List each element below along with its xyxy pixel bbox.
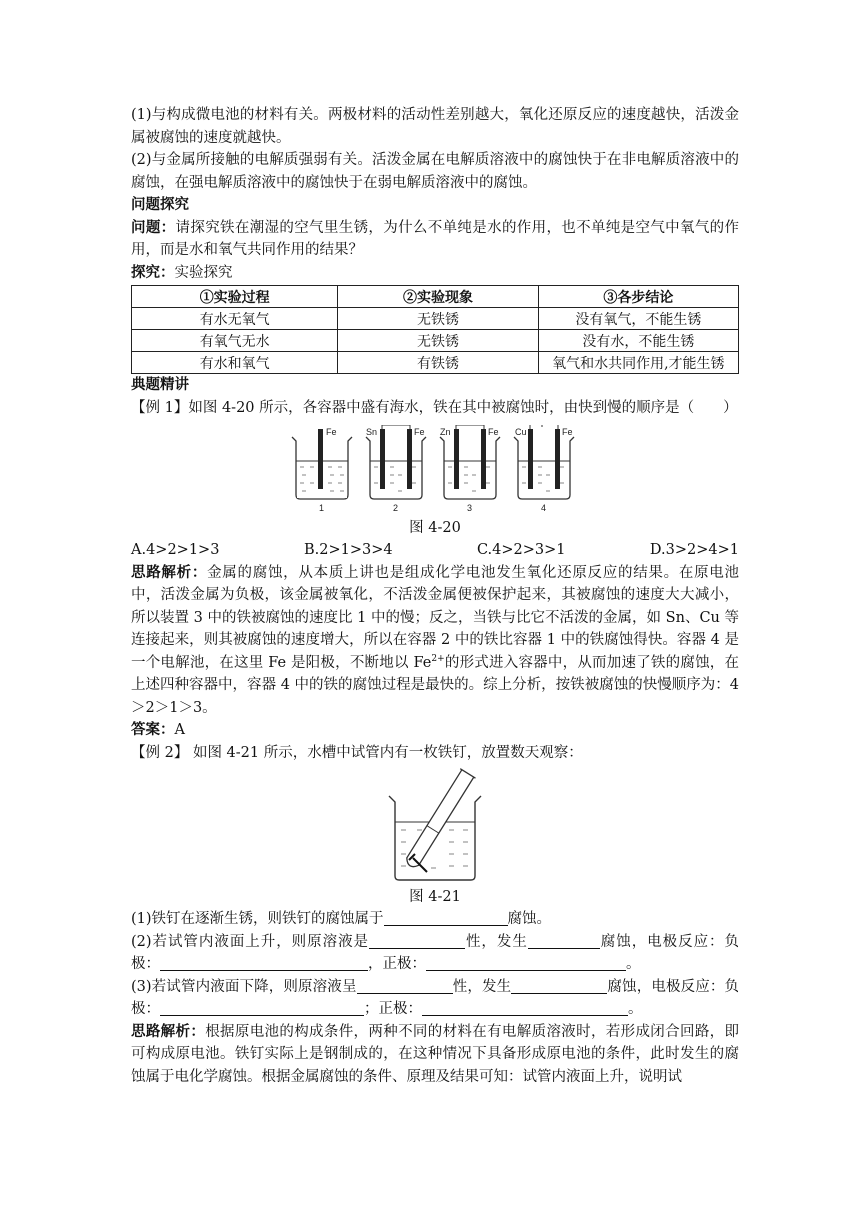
beaker-number-2: 2 (393, 503, 399, 513)
table-header-cell: ③各步结论 (538, 286, 738, 308)
paragraph-factor-1: (1)与构成微电池的材料有关。两极材料的活动性差别越大，氧化还原反应的速度越快，活泼金属被腐蚀的速度就越快。 (131, 107, 739, 146)
example-2-q2 (131, 931, 739, 976)
table-row (132, 308, 739, 330)
example-2-tag: 【例 2】 (131, 744, 189, 761)
analysis-label: 思路解析： (131, 1022, 206, 1040)
table-header-cell: ②实验现象 (338, 286, 538, 308)
answer-blank[interactable] (369, 932, 465, 949)
table-row (132, 352, 739, 374)
example-2-q3 (131, 976, 739, 1021)
figure-4-21-caption: 图 4-21 (409, 889, 461, 905)
option-d: D.3>2>4>1 (649, 542, 739, 558)
example-1-answer (131, 719, 739, 742)
option-a: A.4>2>1>3 (131, 542, 220, 558)
table-cell: 无铁锈 (338, 330, 538, 352)
answer-blank[interactable] (160, 954, 368, 971)
answer-value: A (174, 722, 185, 738)
table-header-cell: ①实验过程 (132, 286, 338, 308)
explore-paragraph (131, 262, 739, 285)
table-cell: 没有水，不能生锈 (538, 330, 738, 352)
q2-text-c: 腐蚀，电极反应：负极： (131, 933, 740, 972)
q3-text-d: ；正极： (364, 1001, 422, 1017)
q3-text-e: 。 (628, 1001, 643, 1017)
table-cell: 有氧气无水 (132, 330, 338, 352)
label-zn: Zn (440, 427, 451, 437)
table-cell: 有水无氧气 (132, 308, 338, 330)
answer-blank[interactable] (357, 977, 453, 994)
analysis-text: 根据原电池的构成条件，两种不同的材料在有电解质溶液时，若形成闭合回路，即可构成原电池。铁钉实际上是钢制成的，在这种情况下具备形成原电池的条件，此时发生的腐蚀属于电化学腐蚀。根据金属腐蚀的条件、原理及结果可知：试管内液面上升，说明试 (131, 1023, 739, 1085)
table-header-row (132, 286, 739, 308)
document-page (131, 104, 739, 1088)
option-b: B.2>1>3>4 (303, 542, 393, 558)
beaker-3 (440, 425, 500, 513)
label-fe-1: Fe (326, 427, 337, 437)
q2-text-a: (2)若试管内液面上升，则原溶液是 (131, 933, 369, 950)
q3-text-c: 腐蚀，电极反应：负极： (131, 978, 740, 1017)
example-2-q1 (131, 908, 739, 931)
table-cell: 有水和氧气 (132, 352, 338, 374)
option-c: C.4>2>3>1 (476, 542, 566, 558)
table-cell: 没有氧气，不能生锈 (538, 308, 738, 330)
beaker-number-4: 4 (541, 503, 547, 513)
example-2-analysis (131, 1021, 739, 1089)
figure-4-20-caption: 图 4-20 (409, 520, 461, 536)
beaker-number-1: 1 (319, 503, 325, 513)
table-cell: 无铁锈 (338, 308, 538, 330)
question-label: 问题： (131, 218, 176, 236)
beaker-number-3: 3 (467, 503, 473, 513)
label-fe-3: Fe (488, 427, 499, 437)
table-cell: 有铁锈 (338, 352, 538, 374)
answer-blank[interactable] (426, 954, 626, 971)
q3-text-b: 性，发生 (452, 978, 512, 995)
q1-text-b: 腐蚀。 (507, 911, 552, 927)
analysis-text-b: 的形式进入容器中，从而加速了铁的腐蚀，在上述四种容器中，容器 4 中的铁的腐蚀过程是最快的。综上分析，按铁被腐蚀的快慢顺序为：4＞2＞1＞3。 (131, 654, 739, 716)
label-sn: Sn (366, 427, 378, 437)
answer-blank[interactable] (511, 977, 607, 994)
answer-label: 答案： (131, 721, 175, 738)
q2-text-d: ，正极： (368, 956, 426, 972)
figure-4-21 (387, 768, 483, 884)
analysis-text-a: 金属的腐蚀，从本质上讲也是组成化学电池发生氧化还原反应的结果。在原电池中，活泼金属为负极，该金属被氧化，不活泼金属便被保护起来，其被腐蚀的速度大大减小，所以装置 3 中的铁被腐蚀的速度比 1 中的慢；反之，当铁与比它不活泼的金属，如 Sn、Cu 等连接起来，则其被腐蚀的速度增大，所以在容器 2 中的铁比容器 1 中的铁腐蚀得快。容器 4 是一个电解池，在这里 Fe 是阳极，不断地以 Fe (131, 564, 740, 671)
paragraph-factor-2: (2)与金属所接触的电解质强弱有关。活泼金属在电解质溶液中的腐蚀快于在非电解质溶液中的腐蚀，在强电解质溶液中的腐蚀快于在弱电解质溶液中的腐蚀。 (131, 152, 739, 191)
section-heading-examples: 典题精讲 (131, 376, 189, 393)
question-text: 请探究铁在潮湿的空气里生锈，为什么不单纯是水的作用，也不单纯是空气中氧气的作用，而是水和氧气共同作用的结果？ (131, 219, 739, 258)
example-1-question (131, 397, 739, 420)
example-1-analysis (131, 562, 739, 720)
example-1-text: 如图 4-20 所示，各容器中盛有海水，铁在其中被腐蚀时，由快到慢的顺序是（ ） (188, 399, 738, 416)
example-2-question (131, 742, 739, 765)
q1-text-a: (1)铁钉在逐渐生锈，则铁钉的腐蚀属于 (131, 911, 384, 927)
label-fe-2: Fe (414, 427, 425, 437)
example-1-options (131, 539, 739, 562)
answer-blank[interactable] (422, 999, 628, 1016)
q3-text-a: (3)若试管内液面下降，则原溶液呈 (131, 978, 357, 995)
table-cell: 氧气和水共同作用,才能生锈 (538, 352, 738, 374)
table-row (132, 330, 739, 352)
question-paragraph (131, 217, 739, 262)
beaker-1 (292, 427, 352, 513)
q2-text-b: 性，发生 (465, 933, 528, 950)
label-fe-4: Fe (562, 427, 573, 437)
beaker-2 (366, 425, 426, 513)
answer-blank[interactable] (528, 932, 600, 949)
section-heading-problem: 问题探究 (131, 196, 189, 213)
label-cu: Cu (515, 427, 527, 437)
figure-4-20 (290, 425, 580, 513)
experiment-table (131, 285, 739, 374)
explore-label: 探究： (131, 263, 175, 281)
q2-text-e: 。 (626, 956, 641, 972)
fe-charge-superscript: 2+ (431, 653, 445, 664)
analysis-label: 思路解析： (131, 563, 208, 581)
answer-blank[interactable] (384, 909, 508, 926)
example-1-tag: 【例 1】 (131, 399, 189, 416)
explore-text: 实验探究 (174, 264, 233, 281)
example-2-text: 如图 4-21 所示，水槽中试管内有一枚铁钉，放置数天观察： (188, 744, 583, 761)
answer-blank[interactable] (160, 999, 364, 1016)
beaker-4 (514, 425, 574, 513)
